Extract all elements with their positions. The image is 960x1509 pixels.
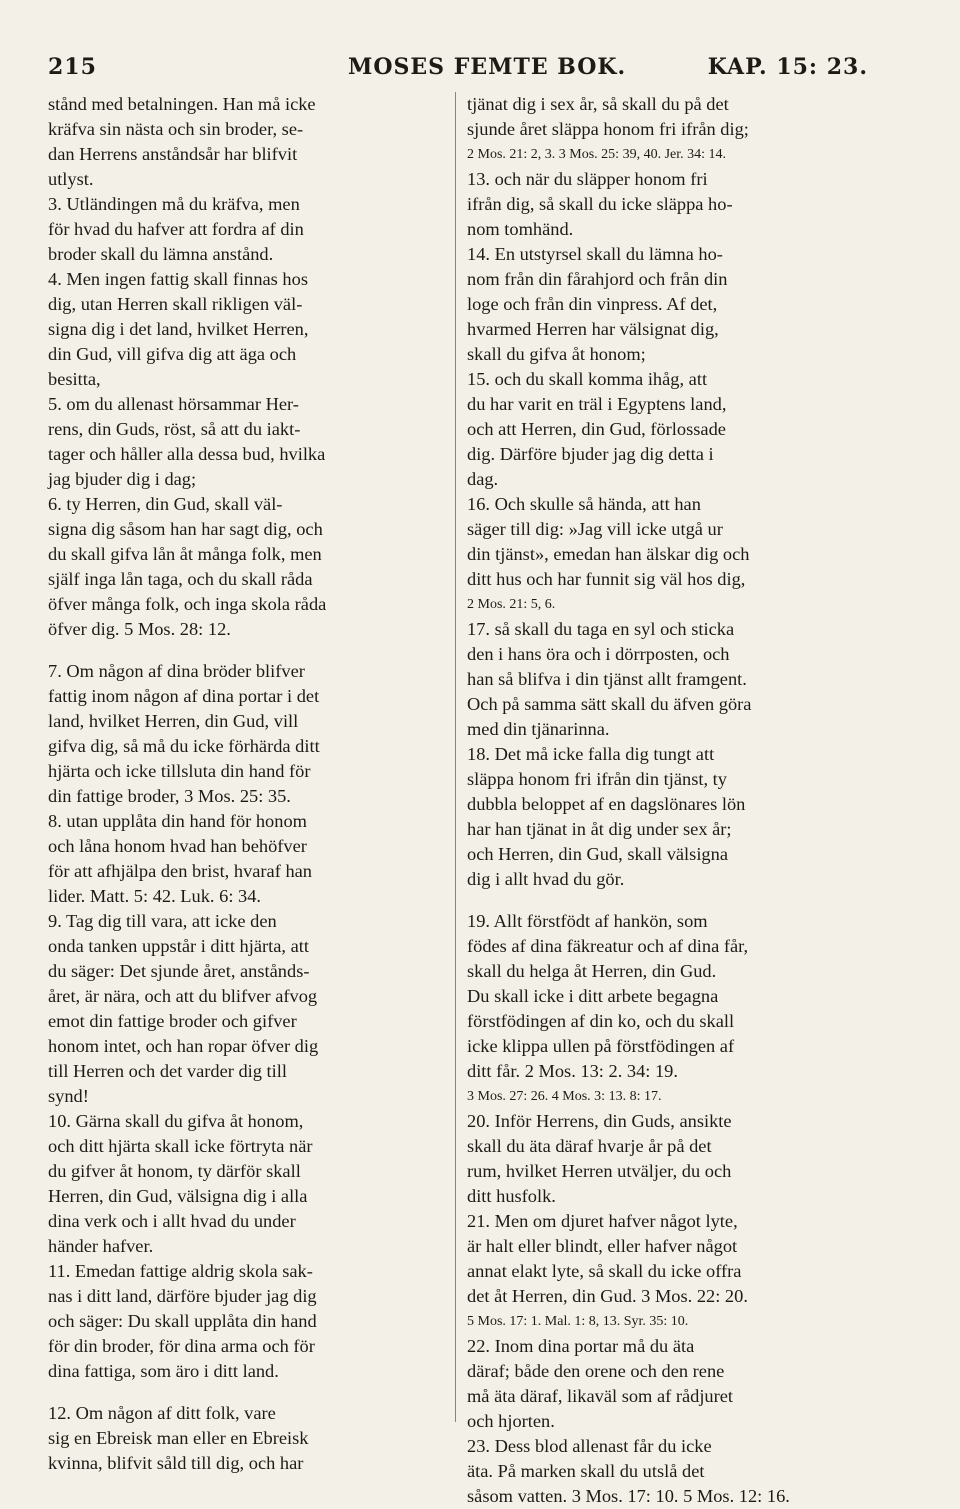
running-header bbox=[48, 54, 868, 90]
text-line: 8. utan upplåta din hand för honom bbox=[48, 811, 307, 831]
text-line: 12. Om någon af ditt folk, vare bbox=[48, 1403, 276, 1423]
text-line: hvarmed Herren har välsignat dig, bbox=[467, 319, 719, 339]
text-line: 15. och du skall komma ihåg, att bbox=[467, 369, 708, 389]
text-line: dig i allt hvad du gör. bbox=[467, 869, 625, 889]
cross-reference: 2 Mos. 21: 2, 3. 3 Mos. 25: 39, 40. Jer. 34: 14. bbox=[467, 147, 727, 162]
text-line: födes af dina fäkreatur och af dina får, bbox=[467, 936, 749, 956]
text-line: annat elakt lyte, så skall du icke offra bbox=[467, 1261, 742, 1281]
text-line: Herren, din Gud, välsigna dig i alla bbox=[48, 1186, 308, 1206]
blank-line bbox=[467, 892, 867, 909]
text-line: synd! bbox=[48, 1086, 89, 1106]
cross-reference: 3 Mos. 27: 26. 4 Mos. 3: 13. 8: 17. bbox=[467, 1089, 662, 1104]
text-line: 20. Inför Herrens, din Guds, ansikte bbox=[467, 1111, 732, 1131]
text-line: 11. Emedan fattige aldrig skola sak- bbox=[48, 1261, 313, 1281]
text-line: till Herren och det varder dig till bbox=[48, 1061, 287, 1081]
text-line: dubbla beloppet af en dagslönares lön bbox=[467, 794, 746, 814]
right-text-column bbox=[467, 92, 867, 1506]
text-line: signa dig såsom han har sagt dig, och bbox=[48, 519, 323, 539]
text-line: dig. Därföre bjuder jag dig detta i bbox=[467, 444, 714, 464]
text-line: du har varit en träl i Egyptens land, bbox=[467, 394, 727, 414]
text-line: du skall gifva lån åt många folk, men bbox=[48, 544, 322, 564]
text-line: kvinna, blifvit såld till dig, och har bbox=[48, 1453, 304, 1473]
text-line: 4. Men ingen fattig skall finnas hos bbox=[48, 269, 308, 289]
text-line: ditt husfolk. bbox=[467, 1186, 556, 1206]
text-line: för att afhjälpa den brist, hvaraf han bbox=[48, 861, 312, 881]
book-title: MOSES FEMTE BOK. bbox=[348, 54, 627, 80]
left-text-column bbox=[48, 92, 440, 1473]
text-line: din fattige broder, 3 Mos. 25: 35. bbox=[48, 786, 291, 806]
text-line: du säger: Det sjunde året, anstånds- bbox=[48, 961, 310, 981]
blank-line bbox=[48, 642, 440, 659]
text-line: loge och från din vinpress. Af det, bbox=[467, 294, 718, 314]
text-line: 9. Tag dig till vara, att icke den bbox=[48, 911, 277, 931]
text-line: sjunde året släppa honom fri ifrån dig; bbox=[467, 119, 749, 139]
text-line: tjänat dig i sex år, så skall du på det bbox=[467, 94, 729, 114]
text-line: skall du äta däraf hvarje år på det bbox=[467, 1136, 712, 1156]
text-line: dan Herrens anståndsår har blifvit bbox=[48, 144, 298, 164]
text-line: den i hans öra och i dörrposten, och bbox=[467, 644, 730, 664]
text-line: skall du gifva åt honom; bbox=[467, 344, 646, 364]
text-line: och ditt hjärta skall icke förtryta när bbox=[48, 1136, 313, 1156]
text-line: broder skall du lämna anstånd. bbox=[48, 244, 274, 264]
column-divider bbox=[455, 92, 456, 1422]
text-line: rens, din Guds, röst, så att du iakt- bbox=[48, 419, 301, 439]
text-line: har han tjänat in åt dig under sex år; bbox=[467, 819, 732, 839]
text-line: och Herren, din Gud, skall välsigna bbox=[467, 844, 728, 864]
text-line: icke klippa ullen på förstfödingen af bbox=[467, 1036, 735, 1056]
text-line: honom intet, och han ropar öfver dig bbox=[48, 1036, 319, 1056]
text-line: och att Herren, din Gud, förlossade bbox=[467, 419, 726, 439]
text-line: din tjänst», emedan han älskar dig och bbox=[467, 544, 750, 564]
text-line: året, är nära, och att du blifver afvog bbox=[48, 986, 318, 1006]
text-line: säger till dig: »Jag vill icke utgå ur bbox=[467, 519, 723, 539]
text-line: stånd med betalningen. Han må icke bbox=[48, 94, 316, 114]
text-line: du gifver åt honom, ty därför skall bbox=[48, 1161, 301, 1181]
text-line: sig en Ebreisk man eller en Ebreisk bbox=[48, 1428, 309, 1448]
text-line: 7. Om någon af dina bröder blifver bbox=[48, 661, 305, 681]
text-line: utlyst. bbox=[48, 169, 94, 189]
text-line: hjärta och icke tillsluta din hand för bbox=[48, 761, 311, 781]
text-line: 22. Inom dina portar må du äta bbox=[467, 1336, 695, 1356]
text-line: ditt hus och har funnit sig väl hos dig, bbox=[467, 569, 746, 589]
text-line: gifva dig, så må du icke förhärda ditt bbox=[48, 736, 320, 756]
text-line: förstfödingen af din ko, och du skall bbox=[467, 1011, 735, 1031]
text-line: och hjorten. bbox=[467, 1411, 555, 1431]
text-line: med din tjänarinna. bbox=[467, 719, 610, 739]
text-line: och säger: Du skall upplåta din hand bbox=[48, 1311, 317, 1331]
page-number: 215 bbox=[48, 54, 97, 80]
text-line: rum, hvilket Herren utväljer, du och bbox=[467, 1161, 732, 1181]
text-line: 18. Det må icke falla dig tungt att bbox=[467, 744, 715, 764]
text-line: äta. På marken skall du utslå det bbox=[467, 1461, 705, 1481]
blank-line bbox=[48, 1384, 440, 1401]
text-line: och låna honom hvad han behöfver bbox=[48, 836, 307, 856]
text-line: 5. om du allenast hörsammar Her- bbox=[48, 394, 299, 414]
text-line: skall du helga åt Herren, din Gud. bbox=[467, 961, 717, 981]
text-line: dig, utan Herren skall rikligen väl- bbox=[48, 294, 303, 314]
text-line: land, hvilket Herren, din Gud, vill bbox=[48, 711, 299, 731]
text-line: 13. och när du släpper honom fri bbox=[467, 169, 708, 189]
text-line: öfver många folk, och inga skola råda bbox=[48, 594, 327, 614]
text-line: han så blifva i din tjänst allt framgent. bbox=[467, 669, 747, 689]
text-line: besitta, bbox=[48, 369, 101, 389]
text-line: öfver dig. 5 Mos. 28: 12. bbox=[48, 619, 231, 639]
text-line: själf inga lån taga, och du skall råda bbox=[48, 569, 313, 589]
text-line: jag bjuder dig i dag; bbox=[48, 469, 197, 489]
text-line: dina fattiga, som äro i ditt land. bbox=[48, 1361, 279, 1381]
text-line: 16. Och skulle så hända, att han bbox=[467, 494, 701, 514]
text-line: Du skall icke i ditt arbete begagna bbox=[467, 986, 719, 1006]
text-line: kräfva sin nästa och sin broder, se- bbox=[48, 119, 304, 139]
text-line: 21. Men om djuret hafver något lyte, bbox=[467, 1211, 738, 1231]
text-line: dag. bbox=[467, 469, 499, 489]
text-line: för din broder, för dina arma och för bbox=[48, 1336, 315, 1356]
text-line: 23. Dess blod allenast får du icke bbox=[467, 1436, 712, 1456]
text-line: må äta däraf, likaväl som af rådjuret bbox=[467, 1386, 734, 1406]
text-line: Och på samma sätt skall du äfven göra bbox=[467, 694, 752, 714]
text-line: såsom vatten. 3 Mos. 17: 10. 5 Mos. 12: 16. bbox=[467, 1486, 790, 1506]
text-line: fattig inom någon af dina portar i det bbox=[48, 686, 320, 706]
text-line: tager och håller alla dessa bud, hvilka bbox=[48, 444, 326, 464]
text-line: händer hafver. bbox=[48, 1236, 154, 1256]
text-line: däraf; både den orene och den rene bbox=[467, 1361, 725, 1381]
text-line: nom tomhänd. bbox=[467, 219, 574, 239]
text-line: nom från din fårahjord och från din bbox=[467, 269, 728, 289]
text-line: 14. En utstyrsel skall du lämna ho- bbox=[467, 244, 723, 264]
text-line: 6. ty Herren, din Gud, skall väl- bbox=[48, 494, 283, 514]
text-line: nas i ditt land, därföre bjuder jag dig bbox=[48, 1286, 317, 1306]
text-line: din Gud, vill gifva dig att äga och bbox=[48, 344, 297, 364]
text-line: för hvad du hafver att fordra af din bbox=[48, 219, 304, 239]
text-line: är halt eller blindt, eller hafver något bbox=[467, 1236, 738, 1256]
text-line: 3. Utländingen må du kräfva, men bbox=[48, 194, 300, 214]
text-line: det åt Herren, din Gud. 3 Mos. 22: 20. bbox=[467, 1286, 748, 1306]
text-line: 19. Allt förstfödt af hankön, som bbox=[467, 911, 708, 931]
text-line: ditt får. 2 Mos. 13: 2. 34: 19. bbox=[467, 1061, 678, 1081]
cross-reference: 5 Mos. 17: 1. Mal. 1: 8, 13. Syr. 35: 10. bbox=[467, 1314, 689, 1329]
text-line: emot din fattige broder och gifver bbox=[48, 1011, 297, 1031]
chapter-reference: KAP. 15: 23. bbox=[707, 54, 868, 80]
text-line: 10. Gärna skall du gifva åt honom, bbox=[48, 1111, 304, 1131]
cross-reference: 2 Mos. 21: 5, 6. bbox=[467, 597, 556, 612]
text-line: dina verk och i allt hvad du under bbox=[48, 1211, 296, 1231]
text-line: ifrån dig, så skall du icke släppa ho- bbox=[467, 194, 733, 214]
text-line: lider. Matt. 5: 42. Luk. 6: 34. bbox=[48, 886, 262, 906]
text-line: onda tanken uppstår i ditt hjärta, att bbox=[48, 936, 309, 956]
text-line: släppa honom fri ifrån din tjänst, ty bbox=[467, 769, 727, 789]
text-line: signa dig i det land, hvilket Herren, bbox=[48, 319, 309, 339]
text-line: 17. så skall du taga en syl och sticka bbox=[467, 619, 735, 639]
